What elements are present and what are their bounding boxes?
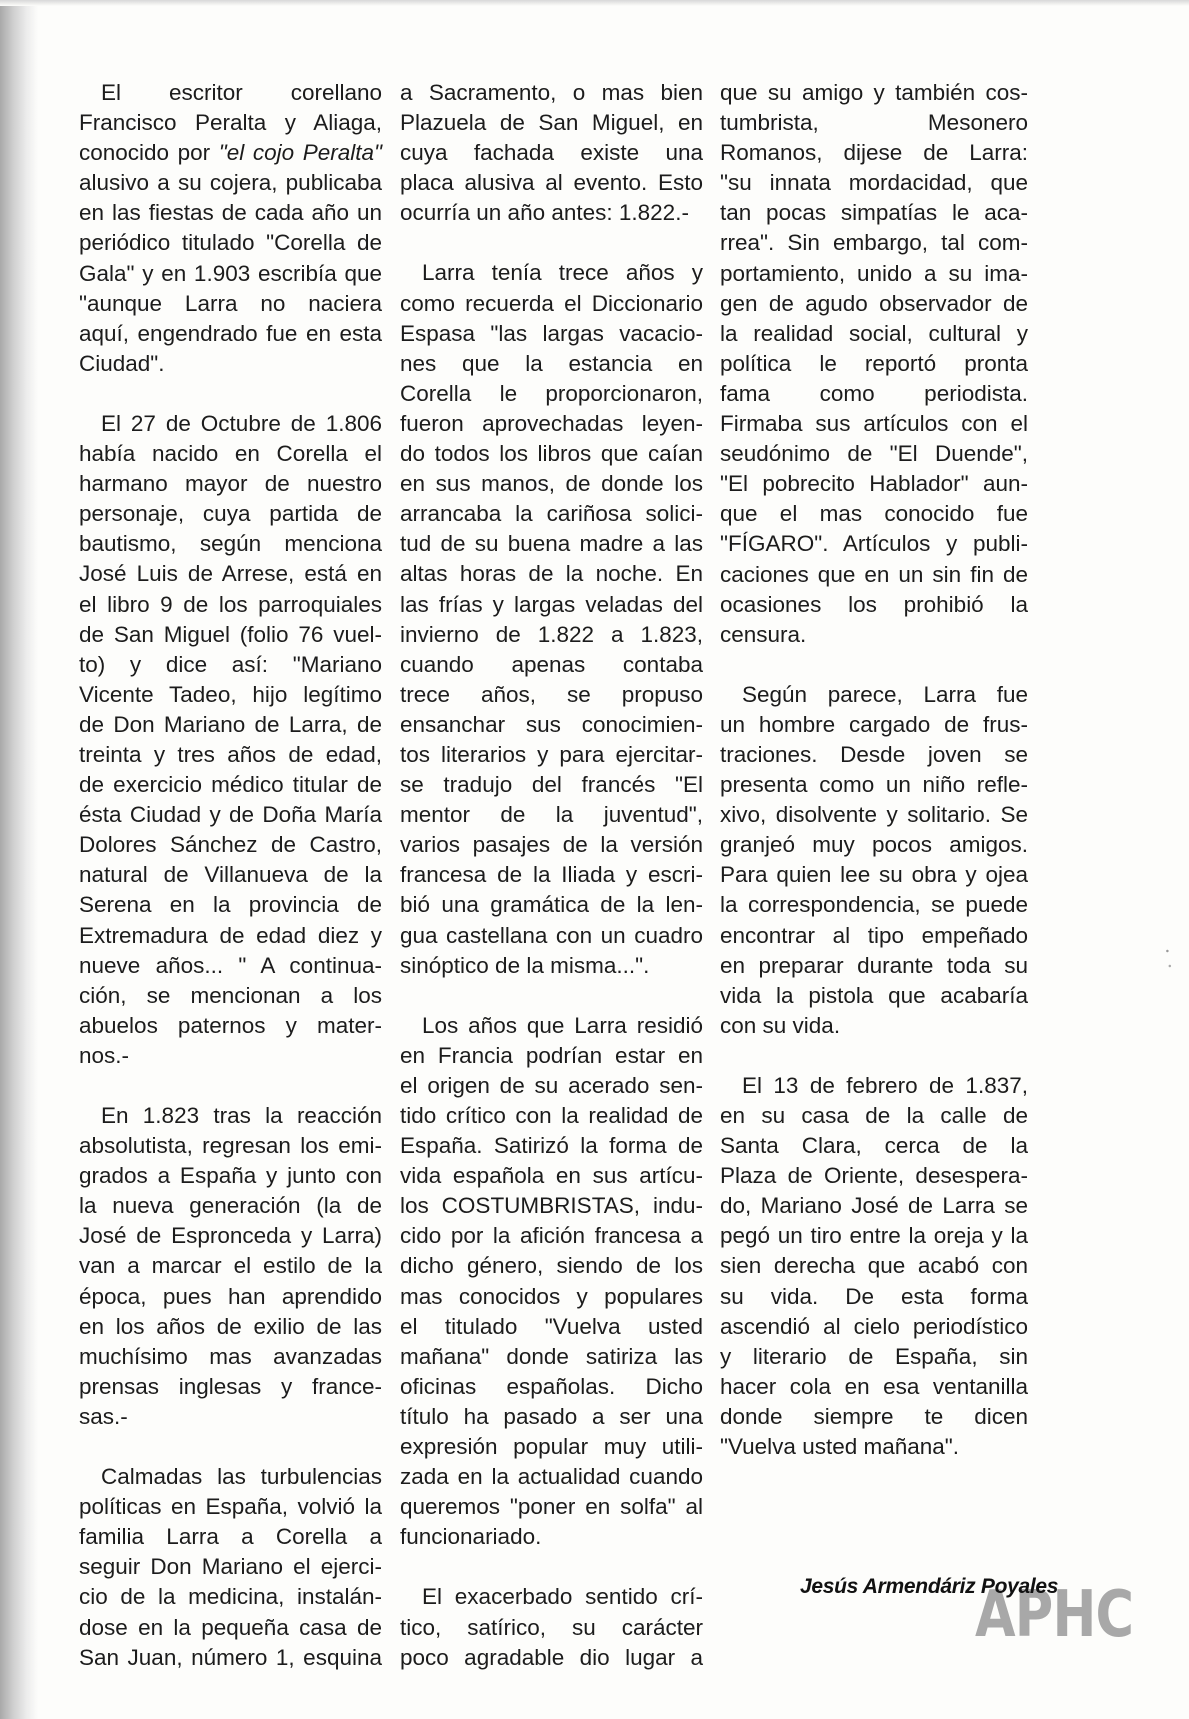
text-line: Larra tenía trece años y [422, 260, 703, 286]
text-line: nes que la estancia en [400, 350, 703, 376]
text-line: San Juan, número 1, esquina [79, 1644, 382, 1670]
text-line: trece años, se propuso [400, 681, 703, 707]
nickname-italic: "el cojo Peralta" [218, 140, 382, 166]
text-line: José de Espronceda y Larra) [79, 1223, 382, 1249]
text-line: Francisco Peralta y Aliaga, [79, 110, 382, 136]
text-line: de exercicio médico titular de [79, 772, 382, 798]
text-line: to) y dice así: "Mariano [79, 651, 382, 677]
text-line: ción, se mencionan a los [79, 982, 382, 1008]
text-line: la correspondencia, se puede [720, 892, 1028, 918]
article-column-1 [79, 78, 382, 1673]
text-line: tan pocas simpatías le aca- [720, 200, 1028, 226]
text-line: altas horas de la noche. En [400, 561, 703, 587]
text-line: "su innata mordacidad, que [720, 170, 1028, 196]
text-line: expresión popular muy utili- [400, 1434, 703, 1460]
text-line: en preparar durante toda su [720, 952, 1028, 978]
text-line: cio de la medicina, instalán- [79, 1584, 382, 1610]
text-line: caciones que en un sin fin de [720, 561, 1028, 587]
text-line: nueve años... " A continua- [79, 952, 382, 978]
text-line: se tradujo del francés "El [400, 772, 703, 798]
text-line: bautismo, según menciona [79, 531, 382, 557]
text-line: había nacido en Corella el [79, 441, 382, 467]
text-line: sien derecha que acabó con [720, 1253, 1028, 1279]
text-line: tumbrista, Mesonero [720, 110, 1028, 136]
text-line: con su vida. [720, 1012, 841, 1038]
text-line: Según parece, Larra fue [742, 681, 1028, 707]
text-line: queremos "poner en solfa" al [400, 1494, 703, 1520]
text-line: título ha pasado a ser una [400, 1403, 703, 1429]
article-paragraph [79, 78, 382, 379]
article-paragraph [400, 78, 703, 228]
text-line: donde siempre te dicen [720, 1403, 1028, 1429]
text-line: conocido por "el cojo Peralta" [79, 140, 382, 166]
text-line: prensas inglesas y france- [79, 1373, 382, 1399]
article-paragraph [720, 78, 1028, 650]
text-line: a Sacramento, o mas bien [400, 80, 703, 105]
text-line: José Luis de Arrese, está en [79, 561, 382, 587]
text-line: Espasa "las largas vacacio- [400, 320, 703, 346]
text-line: arrancaba la cariñosa solici- [400, 501, 703, 527]
text-line: aquí, engendrado fue en esta [79, 320, 382, 346]
article-paragraph [79, 1101, 382, 1432]
article-paragraph [400, 1582, 703, 1672]
text-line: Santa Clara, cerca de la [720, 1133, 1028, 1159]
text-line: "El pobrecito Hablador" aun- [720, 471, 1028, 497]
text-line: bió una gramática de la len- [400, 892, 703, 918]
text-line: cido por la afición francesa a [400, 1223, 703, 1249]
text-line: vida española en sus artícu- [400, 1163, 703, 1189]
text-line: familia Larra a Corella a [79, 1524, 382, 1550]
text-line: el libro 9 de los parroquiales [79, 591, 382, 617]
text-line: en las fiestas de cada año un [79, 200, 382, 226]
text-line: vida la pistola que acabaría [720, 982, 1028, 1008]
scan-specks [1165, 945, 1173, 975]
text-line: Para quien lee su obra y ojea [720, 862, 1028, 888]
text-line: Romanos, dijese de Larra: [720, 140, 1028, 166]
text-line: tos literarios y para ejercitar- [400, 741, 703, 767]
text-line: Serena en la provincia de [79, 892, 382, 918]
text-line: que su amigo y también cos- [720, 80, 1028, 105]
text-line: do, Mariano José de Larra se [720, 1193, 1028, 1219]
text-line: "Vuelva usted mañana". [720, 1434, 960, 1460]
text-line: y literario de España, sin [720, 1343, 1028, 1369]
article-paragraph [400, 1011, 703, 1553]
text-line: zada en la actualidad cuando [400, 1464, 703, 1490]
text-line: ésta Ciudad y de Doña María [79, 802, 382, 828]
text-line: Ciudad". [79, 350, 165, 376]
text-line: funcionariado. [400, 1524, 542, 1550]
text-line: xivo, disolvente y solitario. Se [720, 802, 1028, 828]
text-line: El exacerbado sentido crí- [422, 1584, 703, 1610]
text-line: presenta como un niño refle- [720, 772, 1028, 798]
text-line: España. Satirizó la forma de [400, 1133, 703, 1159]
text-line: hacer cola en esa ventanilla [720, 1373, 1028, 1399]
text-line: treinta y tres años de edad, [79, 741, 382, 767]
article-column-2 [400, 78, 703, 1673]
text-line: fama como periodista. [720, 380, 1028, 406]
text-line: dose en la pequeña casa de [79, 1614, 382, 1640]
text-line: placa alusiva al evento. Esto [400, 170, 703, 196]
text-line: alusivo a su cojera, publicaba [79, 170, 382, 196]
text-line: su vida. De esta forma [720, 1283, 1028, 1309]
text-line: cuando apenas contaba [400, 651, 703, 677]
text-line: traciones. Desde joven se [720, 741, 1028, 767]
text-line: Plazuela de San Miguel, en [400, 110, 703, 136]
text-line: época, pues han aprendido [79, 1283, 382, 1309]
text-line: El escritor corellano [101, 80, 382, 105]
text-line: seudónimo de "El Duende", [720, 441, 1028, 467]
text-line: política le reportó pronta [720, 350, 1028, 376]
text-line: personaje, cuya partida de [79, 501, 382, 527]
text-line: censura. [720, 621, 807, 647]
text-line: en su casa de la calle de [720, 1103, 1028, 1128]
text-line: Firmaba sus artículos con el [720, 411, 1028, 437]
text-line: grados a España y junto con [79, 1163, 382, 1189]
text-line: encontrar al tipo empeñado [720, 922, 1028, 948]
text-line: rrea". Sin embargo, tal com- [720, 230, 1028, 256]
text-line: pegó un tiro entre la oreja y la [720, 1223, 1028, 1249]
text-line: portamiento, unido a su ima- [720, 260, 1028, 286]
text-line: ocurría un año antes: 1.822.- [400, 200, 689, 226]
text-line: Los años que Larra residió [422, 1012, 703, 1038]
text-line: Calmadas las turbulencias [101, 1464, 382, 1490]
text-line: mañana" donde satiriza las [400, 1343, 703, 1369]
text-line: los COSTUMBRISTAS, indu- [400, 1193, 703, 1219]
text-line: ascendió al cielo periodístico [720, 1313, 1028, 1339]
article-paragraph [400, 258, 703, 980]
text-line: dicho género, siendo de los [400, 1253, 703, 1279]
page-top-edge [0, 0, 1189, 6]
text-line: mas conocidos y populares [400, 1283, 703, 1309]
text-line: abuelos paternos y mater- [79, 1012, 382, 1038]
text-line: de Don Mariano de Larra, de [79, 711, 382, 737]
text-line: Gala" y en 1.903 escribía que [79, 260, 382, 286]
text-line: sinóptico de la misma...". [400, 952, 650, 978]
text-line: gen de agudo observador de [720, 290, 1028, 316]
text-line: fueron aprovechadas leyen- [400, 410, 703, 436]
article-paragraph [720, 1071, 1028, 1462]
text-line: que el mas conocido fue [720, 501, 1028, 527]
text-line: en sus manos, de donde los [400, 471, 703, 497]
text-line: oficinas españolas. Dicho [400, 1373, 703, 1399]
text-line: El 27 de Octubre de 1.806 [101, 410, 382, 436]
text-line: muchísimo mas avanzadas [79, 1343, 382, 1369]
article-column-3 [720, 78, 1028, 1462]
text-line: en Francia podrían estar en [400, 1042, 703, 1068]
text-line: harmano mayor de nuestro [79, 471, 382, 497]
text-line: "FÍGARO". Artículos y publi- [720, 531, 1028, 557]
text-line: un hombre cargado de frus- [720, 711, 1028, 737]
text-line: seguir Don Mariano el ejerci- [79, 1554, 382, 1580]
text-line: ocasiones los prohibió la [720, 591, 1028, 617]
text-line: cuya fachada existe una [400, 140, 703, 166]
text-line: tico, satírico, su carácter [400, 1614, 703, 1640]
text-line: varios pasajes de la versión [400, 832, 703, 858]
text-line: como recuerda el Diccionario [400, 290, 703, 316]
text-line: Corella le proporcionaron, [400, 380, 703, 406]
author-signature: Jesús Armendáriz Poyales [800, 1575, 1059, 1598]
text-line: poco agradable dio lugar a [400, 1644, 703, 1670]
article-paragraph [79, 1462, 382, 1673]
text-line: ensanchar sus conocimien- [400, 711, 703, 737]
text-line: van a marcar el estilo de la [79, 1253, 382, 1279]
text-line: Extremadura de edad diez y [79, 922, 382, 948]
text-line: invierno de 1.822 a 1.823, [400, 621, 703, 647]
page-binding-shadow [0, 0, 38, 1719]
aphc-watermark: APHC [975, 1578, 1134, 1652]
text-line: Plaza de Oriente, desespera- [720, 1163, 1028, 1189]
text-line: periódico titulado "Corella de [79, 230, 382, 256]
text-line: tido crítico con la realidad de [400, 1103, 703, 1128]
text-line: el titulado "Vuelva usted [400, 1313, 703, 1339]
text-line: tud de su buena madre a las [400, 531, 703, 557]
text-line: en los años de exilio de las [79, 1313, 382, 1339]
article-paragraph [79, 409, 382, 1071]
text-line: Vicente Tadeo, hijo legítimo [79, 681, 382, 707]
text-line: la nueva generación (la de [79, 1193, 382, 1219]
text-line: gua castellana con un cuadro [400, 922, 703, 948]
text-line: mentor de la juventud", [400, 802, 703, 828]
text-line: En 1.823 tras la reacción [101, 1103, 382, 1128]
text-line: de San Miguel (folio 76 vuel- [79, 621, 382, 647]
text-line: nos.- [79, 1042, 130, 1068]
text-line: políticas en España, volvió la [79, 1494, 382, 1520]
text-line: las frías y largas veladas del [400, 591, 703, 617]
article-paragraph [720, 680, 1028, 1041]
text-line: francesa de la Iliada y escri- [400, 862, 703, 888]
text-line: El 13 de febrero de 1.837, [742, 1072, 1028, 1098]
text-line: absolutista, regresan los emi- [79, 1133, 382, 1159]
text-line: el origen de su acerado sen- [400, 1072, 703, 1098]
text-line: la realidad social, cultural y [720, 320, 1028, 346]
text-line: sas.- [79, 1403, 128, 1429]
text-line: "aunque Larra no naciera [79, 290, 382, 316]
text-line: do todos los libros que caían [400, 441, 703, 467]
text-line: natural de Villanueva de la [79, 862, 382, 888]
text-line: Dolores Sánchez de Castro, [79, 832, 382, 858]
text-line: granjeó muy pocos amigos. [720, 832, 1028, 858]
